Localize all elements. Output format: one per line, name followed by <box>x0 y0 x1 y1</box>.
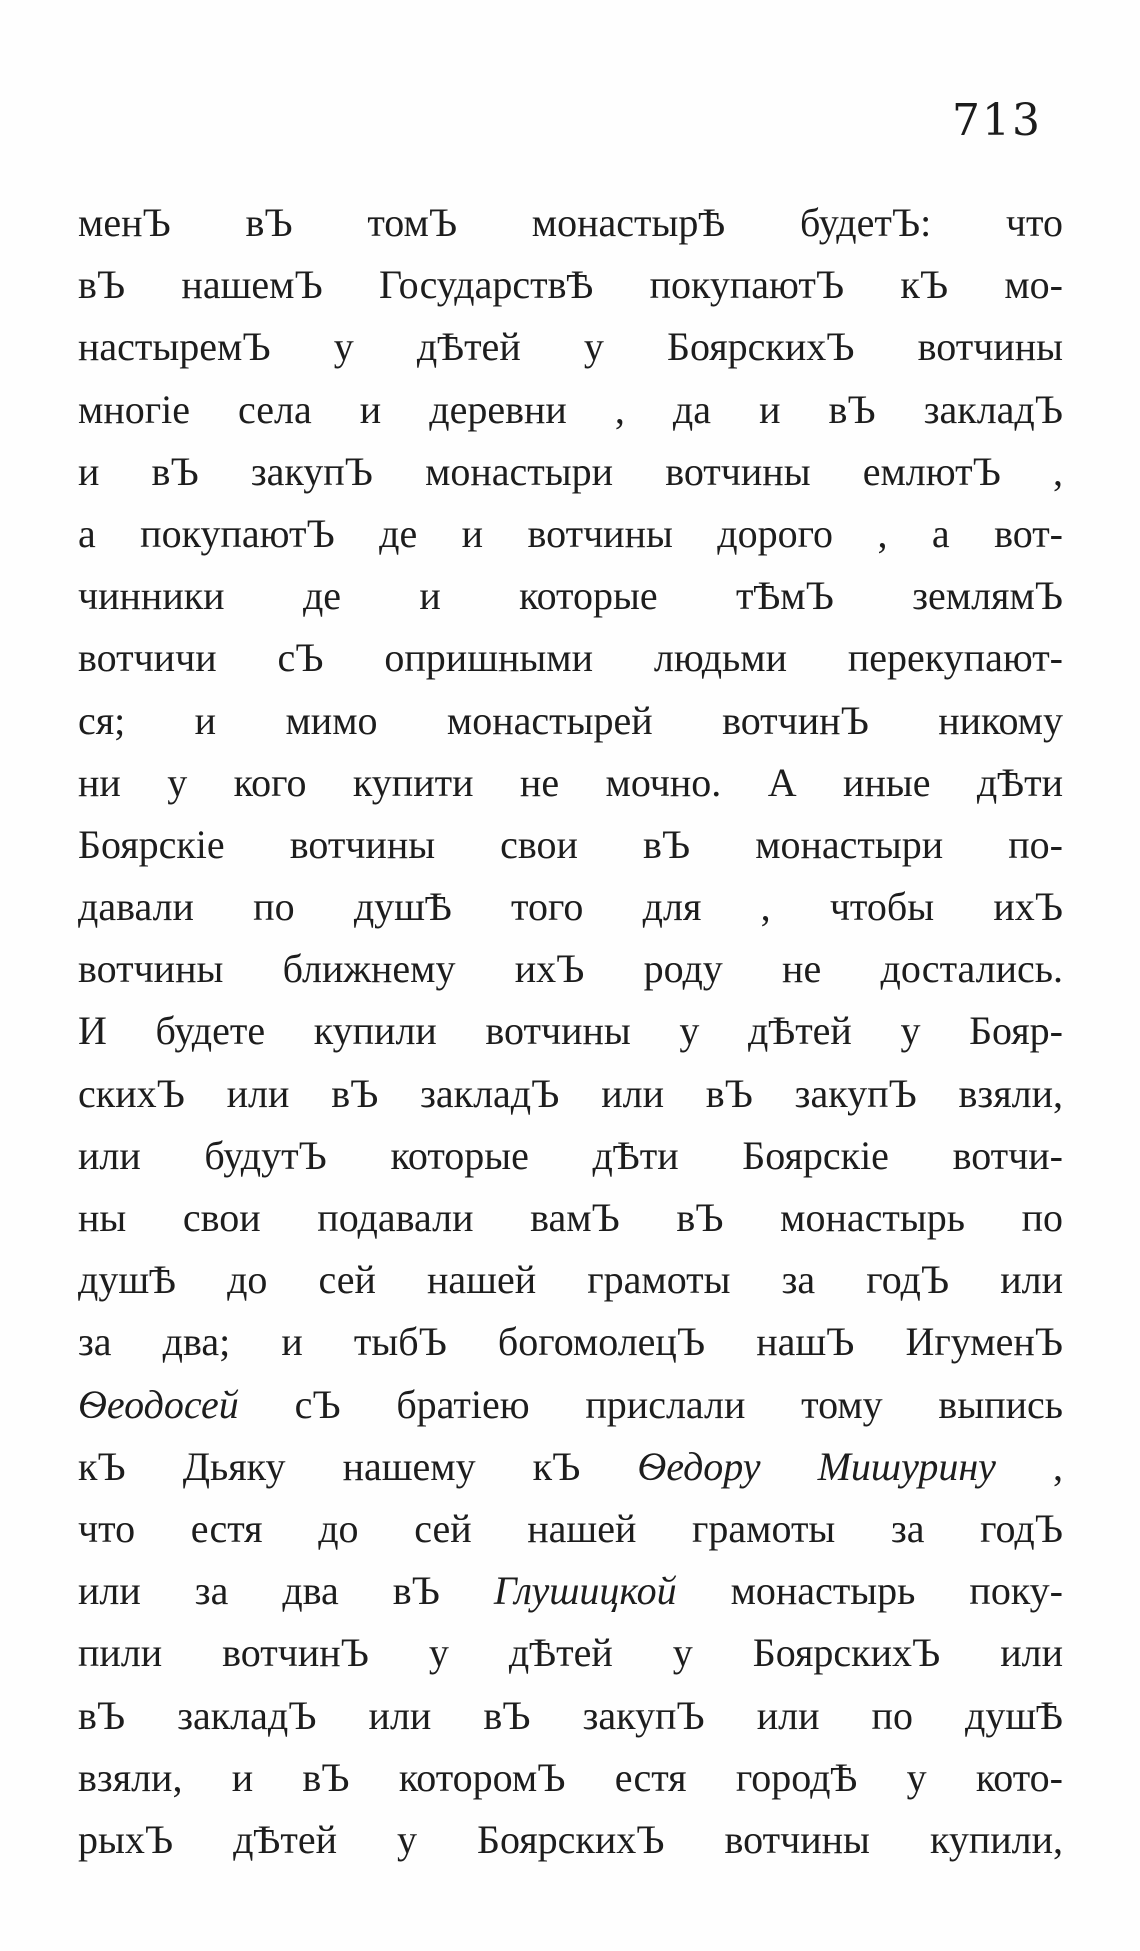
text-segment: Боярскіе вотчины свои вЪ монастыри по- <box>78 821 1063 867</box>
text-line <box>78 503 1063 565</box>
text-segment: ны свои подавали вамЪ вЪ монастырь по <box>78 1195 1063 1240</box>
text-line <box>78 441 1063 503</box>
italic-name: Ѳеодосей <box>78 1381 239 1427</box>
text-line <box>78 565 1063 627</box>
text-segment: ни у кого купити не мочно. А иные дѢти <box>78 759 1063 805</box>
text-segment: вЪ нашемЪ ГосударствѢ покупаютЪ кЪ мо- <box>78 262 1063 308</box>
text-segment: или за два вЪ <box>78 1568 494 1614</box>
text-line <box>78 1809 1063 1871</box>
text-segment: душѢ до сей нашей грамоты за годЪ или <box>78 1257 1063 1303</box>
text-segment: менЪ вЪ томЪ монастырѢ будетЪ: что <box>78 200 1063 245</box>
text-segment: вЪ закладЪ или вЪ закупЪ или по душѢ <box>78 1692 1063 1738</box>
text-segment: сЪ братіею прислали тому выпись <box>238 1381 1063 1427</box>
text-line <box>78 1187 1063 1249</box>
text-line <box>78 1311 1063 1373</box>
text-line <box>78 316 1063 378</box>
text-segment: вотчичи сЪ опришными людьми перекупают- <box>78 635 1063 681</box>
text-segment: а покупаютЪ де и вотчины дорого , а вот- <box>78 510 1063 556</box>
text-line <box>78 254 1063 316</box>
text-line <box>78 1436 1063 1498</box>
text-segment: взяли, и вЪ которомЪ естя городѢ у кото- <box>78 1754 1063 1800</box>
text-segment: скихЪ или вЪ закладЪ или вЪ закупЪ взяли, <box>78 1070 1063 1116</box>
text-segment: настыремЪ у дѢтей у БоярскихЪ вотчины <box>78 324 1063 370</box>
text-segment: , <box>995 1443 1063 1489</box>
text-line <box>78 814 1063 876</box>
text-line <box>78 1685 1063 1747</box>
text-segment: рыхЪ дѢтей у БоярскихЪ вотчины купили, <box>78 1816 1063 1862</box>
text-segment: ся; и мимо монастырей вотчинЪ никому <box>78 697 1063 743</box>
italic-name: Ѳедору Мишурину <box>637 1443 996 1489</box>
text-line <box>78 752 1063 814</box>
text-line <box>78 1374 1063 1436</box>
text-line <box>78 1063 1063 1125</box>
text-segment: что естя до сей нашей грамоты за годЪ <box>78 1505 1063 1551</box>
text-segment: чинники де и которые тѢмЪ землямЪ <box>78 573 1063 619</box>
text-line <box>78 1000 1063 1062</box>
text-segment: И будете купили вотчины у дѢтей у Бояр- <box>78 1008 1063 1054</box>
text-segment: или будутЪ которые дѢти Боярскіе вотчи- <box>78 1132 1063 1178</box>
text-line <box>78 1622 1063 1684</box>
text-segment: за два; и тыбЪ богомолецЪ нашЪ ИгуменЪ <box>78 1319 1063 1365</box>
text-line <box>78 192 1063 254</box>
page-number: 713 <box>952 95 1042 146</box>
text-segment: давали по душѢ того для , чтобы ихЪ <box>78 884 1063 930</box>
text-line <box>78 690 1063 752</box>
text-line <box>78 1560 1063 1622</box>
text-segment: кЪ Дьяку нашему кЪ <box>78 1443 638 1489</box>
text-line <box>78 1498 1063 1560</box>
text-line <box>78 379 1063 441</box>
italic-name: Глушицкой <box>493 1568 677 1614</box>
text-line <box>78 1125 1063 1187</box>
text-segment: монастырь поку- <box>676 1568 1063 1614</box>
body-text <box>78 192 1063 1871</box>
text-segment: пили вотчинЪ у дѢтей у БоярскихЪ или <box>78 1630 1063 1676</box>
text-line <box>78 627 1063 689</box>
text-segment: вотчины ближнему ихЪ роду не достались. <box>78 946 1063 992</box>
text-line <box>78 1249 1063 1311</box>
text-line <box>78 1747 1063 1809</box>
text-segment: и вЪ закупЪ монастыри вотчины емлютЪ , <box>78 448 1063 494</box>
text-line <box>78 938 1063 1000</box>
text-line <box>78 876 1063 938</box>
text-segment: многіе села и деревни , да и вЪ закладЪ <box>78 386 1063 432</box>
